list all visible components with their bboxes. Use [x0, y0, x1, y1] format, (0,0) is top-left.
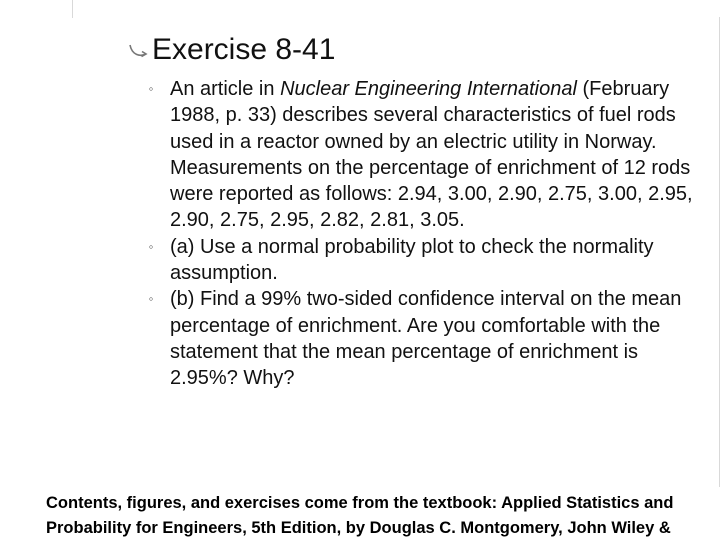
curved-arrow-bullet-icon	[128, 41, 148, 59]
page-title: Exercise 8-41	[152, 33, 336, 66]
list-item-part-a	[144, 234, 704, 287]
frame-line-top	[72, 0, 73, 18]
item-text-rest: (February 1988, p. 33) describes several characteristics of fuel rods used in a reactor owned by an electric utility in Norway. Measurements on the percentage of enrichment of 12 rods were reported as follows: 2.94, 3.00, 2.90, 2.75, 3.00, 2.95, 2.90, 2.75, 2.95, 2.82, 2.81, 3.05.	[170, 78, 693, 232]
title-row	[128, 28, 335, 72]
list-item-part-b	[144, 286, 704, 391]
journal-title: Nuclear Engineering International	[280, 78, 577, 100]
list-item-article	[144, 76, 704, 234]
source-citation-footer: Contents, figures, and exercises come from the textbook: Applied Statistics and Probability for Engineers, 5th Edition, by Douglas C. Montgomery, John Wiley &	[46, 494, 674, 537]
item-text-start: An article in	[170, 78, 281, 100]
hollow-circle-bullet-icon: ◦	[148, 81, 154, 96]
item-text: (b) Find a 99% two-sided confidence interval on the mean percentage of enrichment. Are you comfortable with the statement that the mean percentage of enrichment is 2.95%? Why?	[170, 288, 682, 390]
hollow-circle-bullet-icon: ◦	[148, 238, 154, 254]
hollow-circle-bullet-icon: ◦	[148, 291, 154, 307]
exercise-item-list	[144, 76, 704, 392]
item-text: (a) Use a normal probability plot to check the normality assumption.	[170, 235, 654, 285]
